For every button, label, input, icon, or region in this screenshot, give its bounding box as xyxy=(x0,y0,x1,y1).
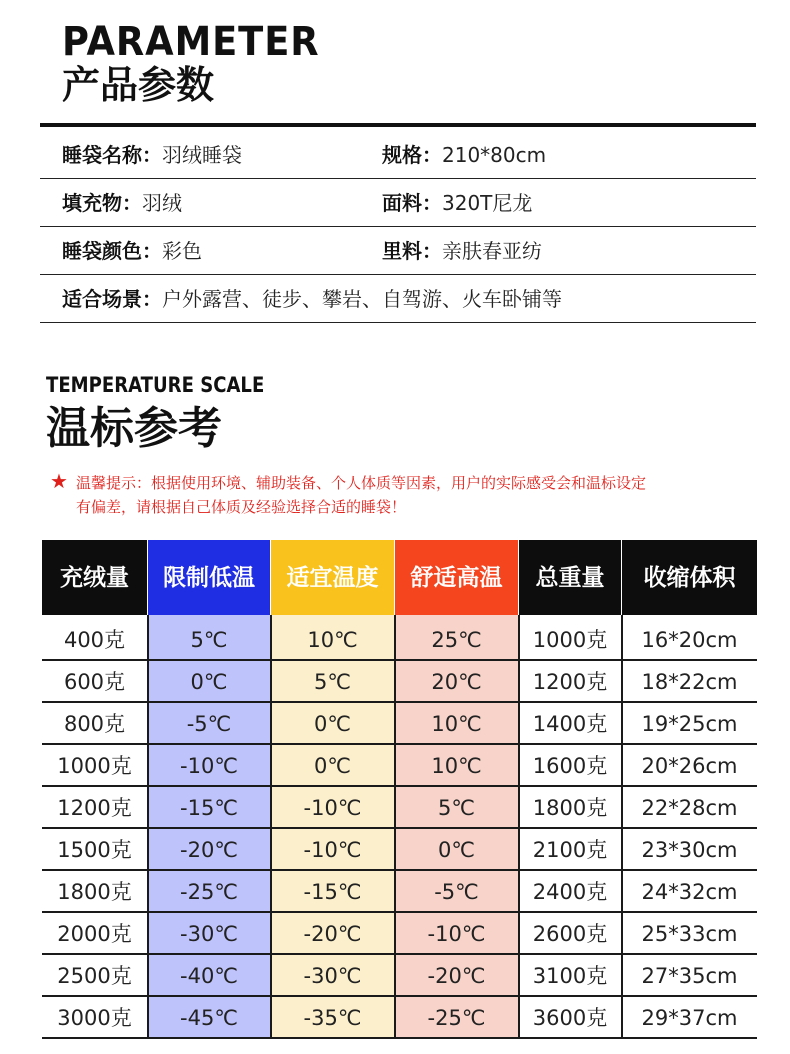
cell-comfort-temp: -10℃ xyxy=(303,796,362,820)
cell-fill-amount: 2000克 xyxy=(57,922,132,946)
cell-total-weight: 1800克 xyxy=(532,796,608,820)
cell-comfort-temp: -20℃ xyxy=(303,922,362,946)
spec-name: 睡袋名称：羽绒睡袋 xyxy=(62,143,242,167)
cell-fill-amount: 1800克 xyxy=(57,880,132,904)
cell-fill-amount: 800克 xyxy=(63,712,126,736)
spec-row xyxy=(40,179,756,227)
cell-total-weight: 1200克 xyxy=(532,670,608,694)
cell-total-weight: 2400克 xyxy=(532,880,608,904)
cell-comfort-temp: 0℃ xyxy=(314,754,351,778)
cell-total-weight: 2600克 xyxy=(532,922,608,946)
cell-comfort-temp: -10℃ xyxy=(303,838,362,862)
cell-limit-low: -5℃ xyxy=(186,712,232,736)
cell-packed-size: 27*35cm xyxy=(641,964,738,988)
cell-total-weight: 3100克 xyxy=(532,964,608,988)
spec-row xyxy=(40,275,756,323)
cell-packed-size: 25*33cm xyxy=(641,922,738,946)
parameter-title-en: PARAMETER xyxy=(62,19,320,65)
cell-fill-amount: 1200克 xyxy=(57,796,132,820)
cell-limit-low: -40℃ xyxy=(180,964,238,988)
cell-packed-size: 19*25cm xyxy=(641,712,738,736)
spec-fabric: 面料：320T尼龙 xyxy=(382,191,533,215)
spec-row xyxy=(40,227,756,275)
cell-limit-low: -15℃ xyxy=(180,796,238,820)
header-comfort-high: 舒适高温 xyxy=(395,540,518,615)
cell-fill-amount: 400克 xyxy=(63,628,126,652)
spec-color: 睡袋颜色：彩色 xyxy=(62,239,202,263)
header-total-weight: 总重量 xyxy=(519,540,621,615)
temperature-title-en: TEMPERATURE SCALE xyxy=(46,373,265,397)
cell-comfort-high: 25℃ xyxy=(431,628,482,652)
cell-comfort-high: 20℃ xyxy=(431,670,482,694)
cell-comfort-high: 5℃ xyxy=(438,796,475,820)
cell-fill-amount: 600克 xyxy=(63,670,126,694)
cell-comfort-high: 10℃ xyxy=(431,754,482,778)
cell-total-weight: 1400克 xyxy=(532,712,608,736)
cell-total-weight: 1000克 xyxy=(532,628,608,652)
spec-row xyxy=(40,131,756,179)
cell-comfort-high: 10℃ xyxy=(431,712,482,736)
spec-filling: 填充物：羽绒 xyxy=(62,191,182,215)
cell-comfort-temp: -35℃ xyxy=(303,1006,362,1030)
cell-comfort-temp: 10℃ xyxy=(307,628,358,652)
cell-packed-size: 16*20cm xyxy=(641,628,738,652)
cell-limit-low: -20℃ xyxy=(180,838,238,862)
header-packed-size: 收缩体积 xyxy=(622,540,757,615)
cell-limit-low: -10℃ xyxy=(180,754,238,778)
cell-fill-amount: 3000克 xyxy=(57,1006,132,1030)
cell-packed-size: 22*28cm xyxy=(641,796,738,820)
cell-packed-size: 24*32cm xyxy=(641,880,738,904)
cell-comfort-temp: 5℃ xyxy=(314,670,351,694)
header-fill-amount: 充绒量 xyxy=(42,540,147,615)
row-divider xyxy=(42,1037,757,1039)
cell-packed-size: 20*26cm xyxy=(641,754,738,778)
cell-limit-low: 0℃ xyxy=(190,670,228,694)
header-limit-low: 限制低温 xyxy=(148,540,270,615)
cell-packed-size: 29*37cm xyxy=(641,1006,738,1030)
cell-packed-size: 18*22cm xyxy=(641,670,738,694)
spec-lining: 里料：亲肤春亚纺 xyxy=(382,239,542,263)
cell-comfort-high: -25℃ xyxy=(427,1006,486,1030)
cell-comfort-high: -20℃ xyxy=(427,964,486,988)
parameter-divider xyxy=(40,123,756,127)
cell-limit-low: -30℃ xyxy=(180,922,238,946)
cell-comfort-high: -5℃ xyxy=(434,880,479,904)
cell-packed-size: 23*30cm xyxy=(641,838,738,862)
cell-total-weight: 1600克 xyxy=(532,754,608,778)
cell-limit-low: -25℃ xyxy=(180,880,238,904)
cell-limit-low: -45℃ xyxy=(180,1006,238,1030)
cell-fill-amount: 1000克 xyxy=(57,754,132,778)
cell-comfort-high: -10℃ xyxy=(427,922,486,946)
cell-fill-amount: 1500克 xyxy=(57,838,132,862)
star-icon: ★ xyxy=(50,469,68,493)
cell-total-weight: 2100克 xyxy=(532,838,608,862)
cell-fill-amount: 2500克 xyxy=(57,964,132,988)
cell-limit-low: 5℃ xyxy=(190,628,228,652)
cell-comfort-temp: 0℃ xyxy=(314,712,351,736)
spec-scenario: 适合场景：户外露营、徒步、攀岩、自驾游、火车卧铺等 xyxy=(62,287,562,311)
spec-size: 规格：210*80cm xyxy=(382,143,547,167)
cell-comfort-temp: -15℃ xyxy=(303,880,362,904)
temperature-title-cn: 温标参考 xyxy=(46,403,222,454)
parameter-title-cn: 产品参数 xyxy=(62,63,215,107)
cell-total-weight: 3600克 xyxy=(532,1006,608,1030)
tip-line-2: 有偏差，请根据自己体质及经验选择合适的睡袋！ xyxy=(76,498,407,516)
tip-line-1: 温馨提示：根据使用环境、辅助装备、个人体质等因素，用户的实际感受会和温标设定 xyxy=(76,474,647,492)
header-comfort-temp: 适宜温度 xyxy=(271,540,394,615)
cell-comfort-temp: -30℃ xyxy=(303,964,362,988)
cell-comfort-high: 0℃ xyxy=(438,838,475,862)
